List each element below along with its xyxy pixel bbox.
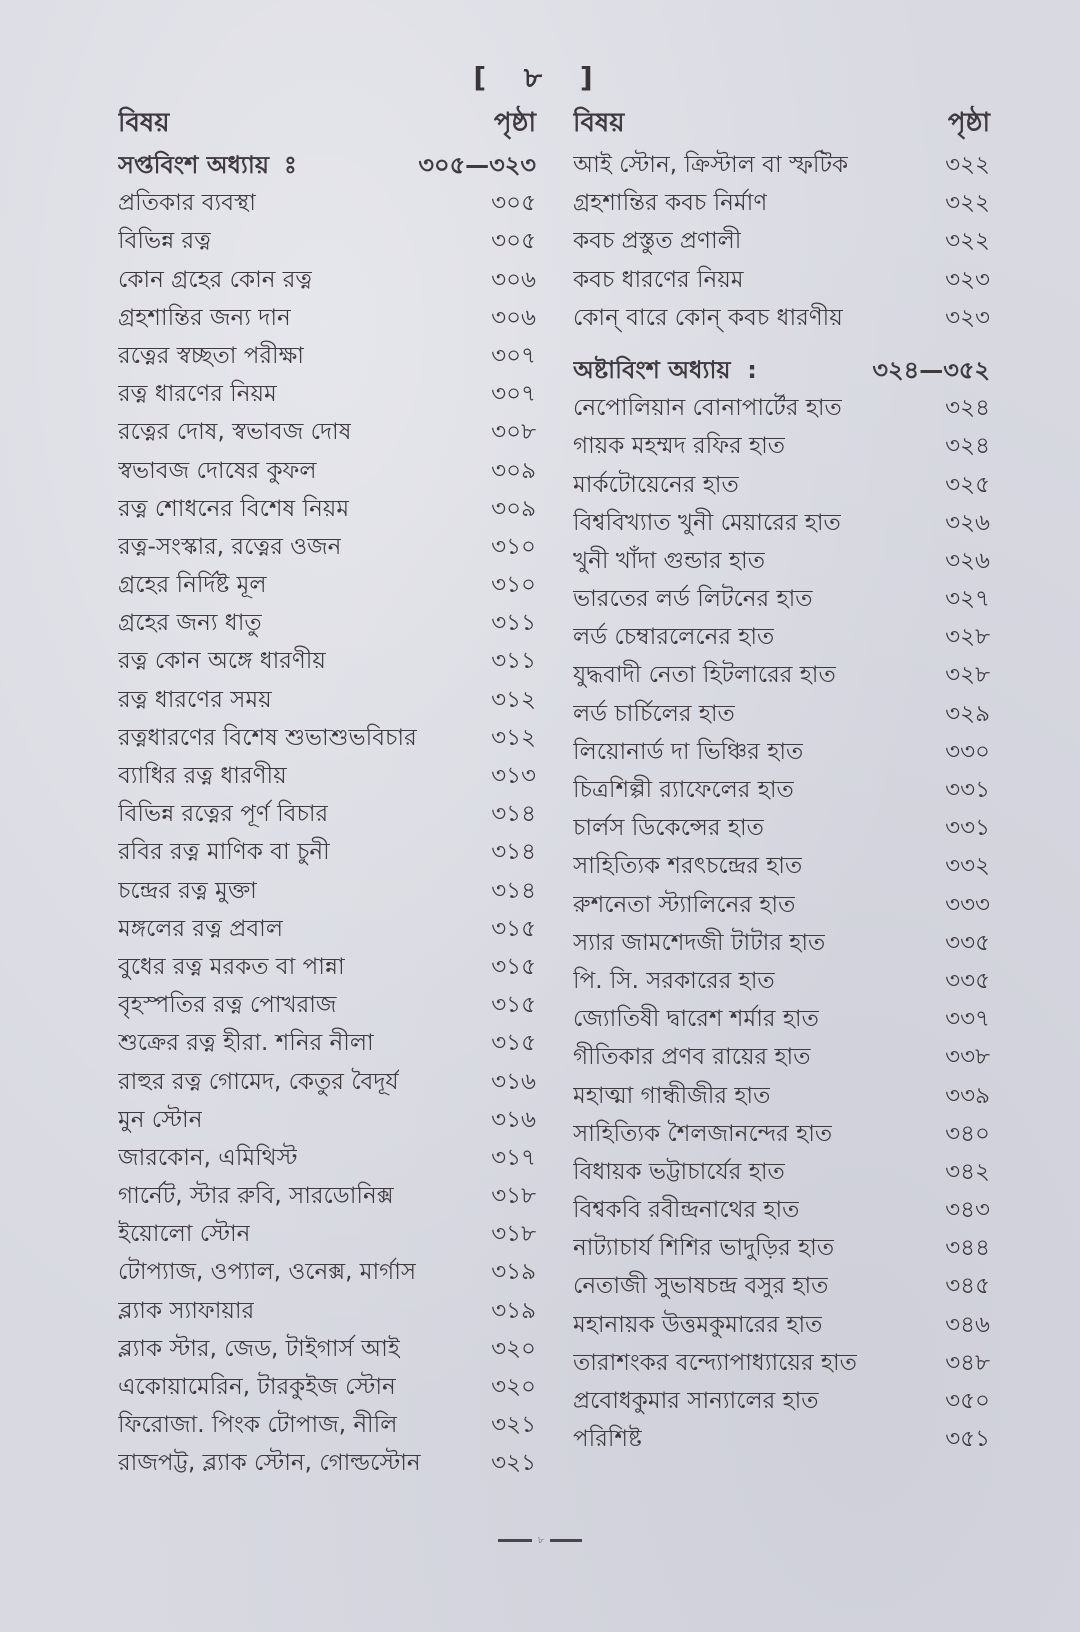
footer-ornament: [498, 1535, 582, 1546]
entry-page-number: ৩৪৫: [945, 1273, 990, 1300]
toc-entry: [573, 427, 990, 465]
toc-entries: [573, 389, 990, 1458]
entry-page-number: ৩৩১: [945, 777, 990, 803]
toc-entry: [573, 1153, 990, 1191]
toc-entry: [118, 452, 536, 490]
entry-title: রত্ন কোন অঙ্গে ধারণীয়: [118, 648, 326, 675]
entry-page-number: ৩৩৫: [945, 929, 990, 956]
footer-dash: [550, 1539, 582, 1542]
toc-entry: [118, 1063, 536, 1101]
entry-title: বিশ্ববিখ্যাত খুনী মেয়ারের হাত: [573, 509, 841, 536]
toc-entry: [118, 1101, 536, 1139]
entry-title: নাট্যাচার্য শিশির ভাদুড়ির হাত: [573, 1235, 835, 1262]
entry-page-number: ৩৪৪: [945, 1235, 990, 1262]
entry-title: আই স্টোন, ক্রিস্টাল বা স্ফটিক: [573, 152, 849, 178]
toc-entry: [118, 1215, 536, 1253]
entry-page-number: ৩১০: [491, 533, 536, 560]
entry-title: রত্ন ধারণের নিয়ম: [118, 381, 277, 408]
toc-entry: [573, 618, 990, 656]
entry-page-number: ৩১৫: [491, 1030, 536, 1057]
toc-entry: [573, 924, 990, 962]
entry-title: মহাত্মা গান্ধীজীর হাত: [573, 1082, 771, 1109]
toc-entry: [573, 1115, 990, 1153]
entry-page-number: ৩৩৯: [945, 1082, 990, 1109]
entry-title: তারাশংকর বন্দ্যোপাধ্যায়ের হাত: [573, 1349, 857, 1376]
toc-right-column: [573, 100, 990, 1458]
entry-title: গায়ক মহম্মদ রফির হাত: [573, 433, 786, 460]
toc-entry: [573, 695, 990, 733]
entry-title: শুক্রের রত্ন হীরা. শনির নীলা: [118, 1030, 374, 1057]
entry-page-number: ৩২৩: [945, 266, 990, 293]
subject-heading: বিষয়: [573, 108, 625, 138]
toc-entry: [118, 261, 536, 299]
entry-page-number: ৩০৭: [491, 342, 536, 369]
entry-page-number: ৩৫০: [945, 1388, 990, 1414]
entry-title: কবচ প্রস্তুত প্রণালী: [573, 228, 742, 255]
entry-page-number: ৩১৮: [491, 1183, 536, 1210]
toc-entry: [118, 910, 536, 948]
entry-page-number: ৩১৫: [491, 915, 536, 942]
entry-page-number: ৩১৫: [491, 992, 536, 1019]
subject-heading: বিষয়: [118, 108, 170, 138]
entry-page-number: ৩৩০: [945, 738, 990, 765]
toc-entry: [573, 1267, 990, 1305]
toc-entries: [118, 184, 536, 1482]
entry-page-number: ৩৫১: [945, 1426, 990, 1453]
entry-page-number: ৩০৯: [491, 457, 536, 484]
toc-entry: [118, 986, 536, 1024]
entry-title: যুদ্ধবাদী নেতা হিটলারের হাত: [573, 662, 836, 689]
footer-dash: [498, 1539, 532, 1542]
toc-entry: [118, 1177, 536, 1215]
toc-entries: [573, 146, 990, 337]
entry-title: চিত্রশিল্পী র‍্যাফেলের হাত: [573, 777, 794, 803]
entry-page-number: ৩৩৩: [945, 891, 990, 918]
toc-entry: [118, 1253, 536, 1291]
toc-entry: [118, 413, 536, 451]
toc-entry: [573, 771, 990, 809]
toc-entry: [573, 146, 990, 184]
entry-page-number: ৩৪৩: [945, 1197, 990, 1224]
toc-entry: [118, 1139, 536, 1177]
entry-page-number: ৩০৮: [491, 419, 536, 446]
entry-title: চন্দ্রের রত্ন মুক্তা: [118, 877, 257, 904]
entry-page-number: ৩৩১: [945, 815, 990, 842]
chapter-heading: [573, 351, 990, 389]
spacer: [573, 337, 990, 351]
entry-page-number: ৩৪০: [945, 1120, 990, 1147]
entry-page-number: ৩১৪: [491, 877, 536, 904]
entry-page-number: ৩৩৭: [945, 1006, 990, 1033]
entry-title: জারকোন, এমিথিস্ট: [118, 1144, 298, 1171]
toc-entry: [573, 580, 990, 618]
entry-page-number: ৩২৫: [945, 471, 990, 498]
toc-entry: [118, 375, 536, 413]
toc-entry: [573, 1306, 990, 1344]
toc-entry: [573, 466, 990, 504]
toc-entry: [118, 795, 536, 833]
footer-page-number: ৮: [537, 1535, 545, 1546]
toc-entry: [573, 1191, 990, 1229]
entry-page-number: ৩১১: [491, 610, 536, 637]
toc-entry: [118, 566, 536, 604]
entry-title: রাজপট্ট, ব্ল্যাক স্টোন, গোল্ডস্টোন: [118, 1450, 421, 1477]
entry-page-number: ৩১৩: [491, 763, 536, 789]
toc-entry: [118, 1406, 536, 1444]
entry-title: গ্রহের নির্দিষ্ট মূল: [118, 572, 267, 599]
entry-page-number: ৩২৭: [945, 586, 990, 613]
entry-title: বিভিন্ন রত্ন: [118, 228, 212, 255]
toc-entry: [118, 184, 536, 222]
entry-title: প্রবোধকুমার সান্যালের হাত: [573, 1388, 819, 1414]
entry-page-number: ৩২১: [491, 1450, 536, 1477]
toc-entry: [118, 222, 536, 260]
entry-page-number: ৩১১: [491, 648, 536, 675]
entry-title: রত্নের দোষ, স্বভাবজ দোষ: [118, 419, 352, 446]
toc-entry: [118, 1024, 536, 1062]
toc-entry: [573, 184, 990, 222]
entry-page-number: ৩০৫: [491, 190, 536, 217]
entry-page-number: ৩১৪: [491, 839, 536, 866]
entry-page-number: ৩১৪: [491, 801, 536, 828]
entry-page-number: ৩২৩: [945, 304, 990, 331]
entry-title: কবচ ধারণের নিয়ম: [573, 266, 744, 293]
entry-title: রত্ন শোধনের বিশেষ নিয়ম: [118, 495, 350, 522]
entry-title: খুনী খাঁদা গুন্ডার হাত: [573, 547, 765, 574]
entry-page-number: ৩২০: [491, 1335, 536, 1362]
entry-page-number: ৩২৬: [945, 509, 990, 536]
entry-title: ব্ল্যাক স্টার, জেড, টাইগার্স আই: [118, 1335, 400, 1362]
entry-title: গীতিকার প্রণব রায়ের হাত: [573, 1044, 811, 1071]
toc-left-column: [118, 100, 536, 1483]
toc-entry: [573, 809, 990, 847]
entry-title: ভারতের লর্ড লিটনের হাত: [573, 586, 813, 613]
entry-page-number: ৩২৬: [945, 547, 990, 574]
entry-title: ইয়োলো স্টোন: [118, 1221, 251, 1248]
column-header: [118, 100, 536, 146]
toc-entry: [573, 733, 990, 771]
entry-page-number: ৩০৫: [491, 228, 536, 255]
toc-entry: [573, 847, 990, 885]
entry-title: একোয়ামেরিন, টারকুইজ স্টোন: [118, 1374, 396, 1400]
toc-entry: [118, 1368, 536, 1406]
entry-page-number: ৩০৭: [491, 381, 536, 408]
page-heading: পৃষ্ঠা: [493, 108, 536, 138]
entry-title: গ্রহের জন্য ধাতু: [118, 610, 262, 637]
toc-entry: [573, 389, 990, 427]
entry-title: পরিশিষ্ট: [573, 1426, 642, 1453]
entry-page-number: ৩৩৮: [945, 1044, 990, 1071]
entry-page-number: ৩৩২: [945, 853, 990, 880]
toc-entry: [573, 886, 990, 924]
entry-page-number: ৩০৬: [491, 266, 536, 293]
entry-title: গ্রহশান্তির কবচ নির্মাণ: [573, 190, 768, 217]
entry-page-number: ৩৪৬: [945, 1311, 990, 1338]
entry-title: মার্কটোয়েনের হাত: [573, 471, 739, 498]
entry-title: সাহিত্যিক শরৎচন্দ্রের হাত: [573, 853, 803, 880]
entry-page-number: ৩১০: [491, 572, 536, 599]
entry-page-number: ৩১২: [491, 724, 536, 751]
entry-page-number: ৩২২: [945, 152, 990, 178]
entry-title: জ্যোতিষী দ্বারেশ শর্মার হাত: [573, 1006, 819, 1033]
entry-page-number: ৩০৯: [491, 495, 536, 522]
toc-entry: [573, 1382, 990, 1420]
entry-page-number: ৩২২: [945, 190, 990, 217]
toc-entry: [118, 528, 536, 566]
toc-entry: [118, 833, 536, 871]
toc-entry: [118, 1330, 536, 1368]
entry-page-number: ৩১৬: [491, 1106, 536, 1133]
entry-title: রবির রত্ন মাণিক বা চুনী: [118, 839, 330, 866]
entry-title: ফিরোজা. পিংক টোপাজ, নীলি: [118, 1412, 398, 1439]
toc-entry: [573, 656, 990, 694]
toc-entry: [573, 299, 990, 337]
entry-title: কোন গ্রহের কোন রত্ন: [118, 266, 313, 293]
toc-entry: [118, 681, 536, 719]
entry-title: বিশ্বকবি রবীন্দ্রনাথের হাত: [573, 1197, 800, 1224]
entry-title: প্রতিকার ব্যবস্থা: [118, 190, 256, 217]
chapter-title: সপ্তবিংশ অধ্যায়: [118, 151, 269, 179]
entry-title: রত্নধারণের বিশেষ শুভাশুভবিচার: [118, 724, 417, 751]
toc-entry: [573, 504, 990, 542]
toc-entry: [118, 490, 536, 528]
entry-title: লর্ড চেম্বারলেনের হাত: [573, 624, 775, 651]
entry-title: সাহিত্যিক শৈলজানন্দের হাত: [573, 1120, 833, 1147]
toc-entry: [118, 337, 536, 375]
toc-entry: [118, 604, 536, 642]
entry-title: গার্নেট, স্টার রুবি, সারডোনিক্স: [118, 1183, 394, 1210]
column-header: [573, 100, 990, 146]
entry-title: মঙ্গলের রত্ন প্রবাল: [118, 915, 283, 942]
entry-title: গ্রহশান্তির জন্য দান: [118, 304, 291, 331]
entry-title: চার্লস ডিকেন্সের হাত: [573, 815, 764, 842]
entry-title: বিভিন্ন রত্নের পূর্ণ বিচার: [118, 801, 329, 828]
entry-page-number: ৩১৫: [491, 953, 536, 980]
entry-page-number: ৩১৯: [491, 1259, 536, 1286]
entry-title: কোন্ বারে কোন্ কবচ ধারণীয়: [573, 304, 843, 331]
entry-title: ব্যাধির রত্ন ধারণীয়: [118, 763, 287, 789]
entry-page-number: ৩২৮: [945, 662, 990, 689]
entry-title: লর্ড চার্চিলের হাত: [573, 700, 735, 727]
toc-entry: [118, 1292, 536, 1330]
entry-title: রাহুর রত্ন গোমেদ, কেতুর বৈদূর্য: [118, 1068, 399, 1095]
entry-page-number: ৩১৬: [491, 1068, 536, 1095]
entry-page-number: ৩১৭: [491, 1144, 536, 1171]
toc-entry: [573, 1077, 990, 1115]
page-number: [ ৮ ]: [473, 61, 607, 94]
entry-title: রুশনেতা স্ট্যালিনের হাত: [573, 891, 796, 918]
entry-title: পি. সি. সরকারের হাত: [573, 967, 775, 994]
chapter-title: অষ্টাবিংশ অধ্যায় :: [573, 355, 757, 384]
entry-page-number: ৩৪২: [945, 1158, 990, 1185]
entry-title: রত্ন-সংস্কার, রত্নের ওজন: [118, 533, 342, 560]
entry-title: লিয়োনার্ড দা ভিঞ্চির হাত: [573, 738, 804, 765]
entry-title: বিধায়ক ভট্টাচার্যের হাত: [573, 1158, 785, 1185]
entry-title: স্বভাবজ দোষের কুফল: [118, 457, 317, 484]
toc-entry: [118, 719, 536, 757]
entry-page-number: ৩২৮: [945, 624, 990, 651]
entry-title: বুধের রত্ন মরকত বা পান্না: [118, 953, 345, 980]
chapter-page-range: ৩২৪—৩৫২: [872, 355, 990, 384]
entry-page-number: ৩২৪: [945, 395, 990, 422]
entry-title: মহানায়ক উত্তমকুমারের হাত: [573, 1311, 823, 1338]
entry-title: মুন স্টোন: [118, 1106, 203, 1133]
entry-title: নেপোলিয়ান বোনাপার্টের হাত: [573, 395, 842, 422]
toc-entry: [573, 222, 990, 260]
entry-title: বৃহস্পতির রত্ন পোখরাজ: [118, 992, 337, 1019]
entry-page-number: ৩৪৮: [945, 1349, 990, 1376]
entry-page-number: ৩২৪: [945, 433, 990, 460]
toc-entry: [573, 962, 990, 1000]
toc-entry: [118, 299, 536, 337]
toc-entry: [573, 1344, 990, 1382]
entry-page-number: ৩২৯: [945, 700, 990, 727]
entry-title: রত্ন ধারণের সময়: [118, 686, 272, 713]
toc-entry: [118, 948, 536, 986]
entry-title: টোপ্যাজ, ওপ্যাল, ওনেক্স, মার্গাস: [118, 1259, 417, 1286]
entry-page-number: ৩২২: [945, 228, 990, 255]
entry-page-number: ৩১৮: [491, 1221, 536, 1248]
toc-entry: [573, 261, 990, 299]
toc-entry: [573, 1038, 990, 1076]
entry-title: ব্ল্যাক স্যাফায়ার: [118, 1297, 255, 1324]
toc-entry: [573, 542, 990, 580]
entry-page-number: ৩১২: [491, 686, 536, 713]
toc-entry: [118, 757, 536, 795]
entry-page-number: ৩১৯: [491, 1297, 536, 1324]
toc-entry: [118, 1444, 536, 1482]
entry-title: নেতাজী সুভাষচন্দ্র বসুর হাত: [573, 1273, 829, 1300]
entry-title: স্যার জামশেদজী টাটার হাত: [573, 929, 826, 956]
entry-page-number: ৩২০: [491, 1374, 536, 1400]
chapter-page-range: ৩০৫—৩২৩: [418, 151, 536, 179]
chapter-heading: [118, 146, 536, 184]
toc-entry: [118, 642, 536, 680]
toc-entry: [573, 1000, 990, 1038]
entry-page-number: ৩৩৫: [945, 967, 990, 994]
toc-entry: [573, 1229, 990, 1267]
entry-title: রত্নের স্বচ্ছতা পরীক্ষা: [118, 342, 304, 369]
entry-page-number: ৩০৬: [491, 304, 536, 331]
toc-entry: [573, 1420, 990, 1458]
page-heading: পৃষ্ঠা: [947, 108, 990, 138]
entry-page-number: ৩২১: [491, 1412, 536, 1439]
toc-entry: [118, 872, 536, 910]
